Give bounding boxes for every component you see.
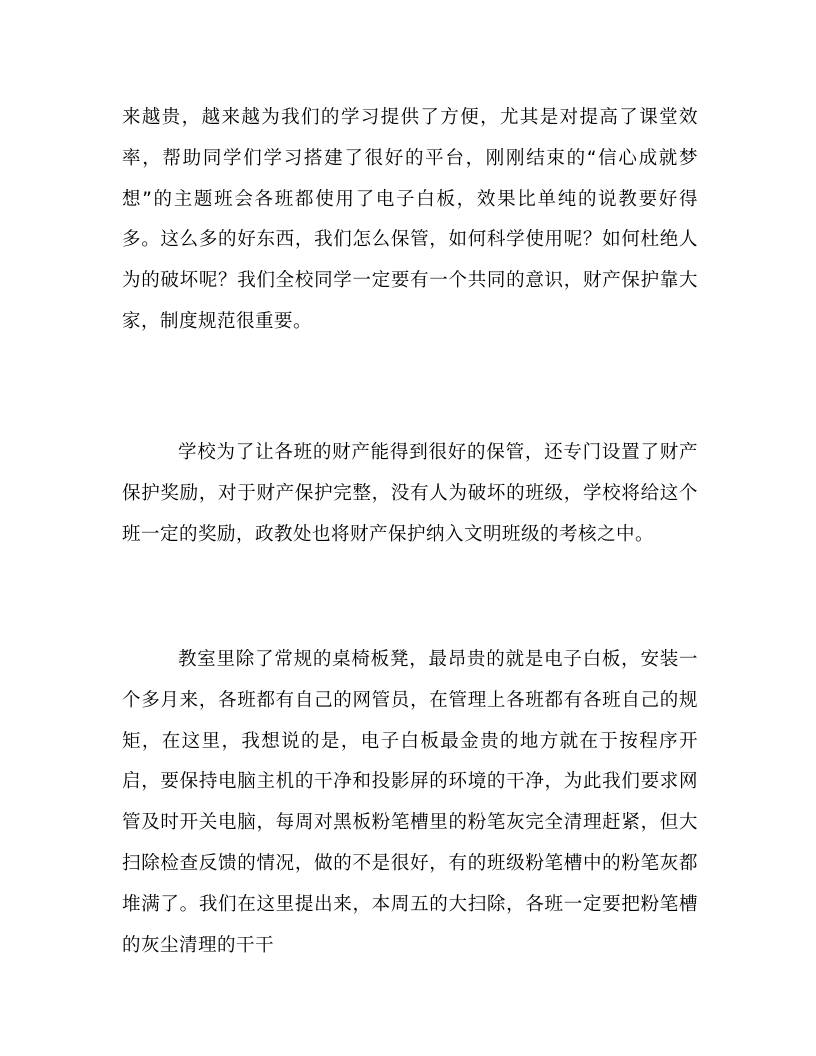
paragraph-3: 教室里除了常规的桌椅板凳，最昂贵的就是电子白板，安装一个多月来，各班都有自己的网管员，在管理上各班都有各班自己的规矩，在这里，我想说的是，电子白板最金贵的地方就在于按程序开启，要保持电脑主机的干净和投影屏的环境的干净，为此我们要求网管及时开关电脑，每周对黑板粉笔槽里的粉笔灰完全清理赶紧，但大扫除检查反馈的情况，做的不是很好，有的班级粉笔槽中的粉笔灰都堆满了。我们在这里提出来，本周五的大扫除，各班一定要把粉笔槽的灰尘清理的干干 bbox=[122, 649, 698, 956]
paragraph-1: 来越贵，越来越为我们的学习提供了方便，尤其是对提高了课堂效率，帮助同学们学习搭建了很好的平台，刚刚结束的“信心成就梦想”的主题班会各班都使用了电子白板，效果比单纯的说教要好得多。这么多的好东西，我们怎么保管，如何科学使用呢？如何杜绝人为的破坏呢？我们全校同学一定要有一个共同的意识，财产保护靠大家，制度规范很重要。 bbox=[122, 107, 698, 332]
paragraph-2: 学校为了让各班的财产能得到很好的保管，还专门设置了财产保护奖励，对于财产保护完整，没有人为破坏的班级，学校将给这个班一定的奖励，政教处也将财产保护纳入文明班级的考核之中。 bbox=[122, 442, 698, 545]
